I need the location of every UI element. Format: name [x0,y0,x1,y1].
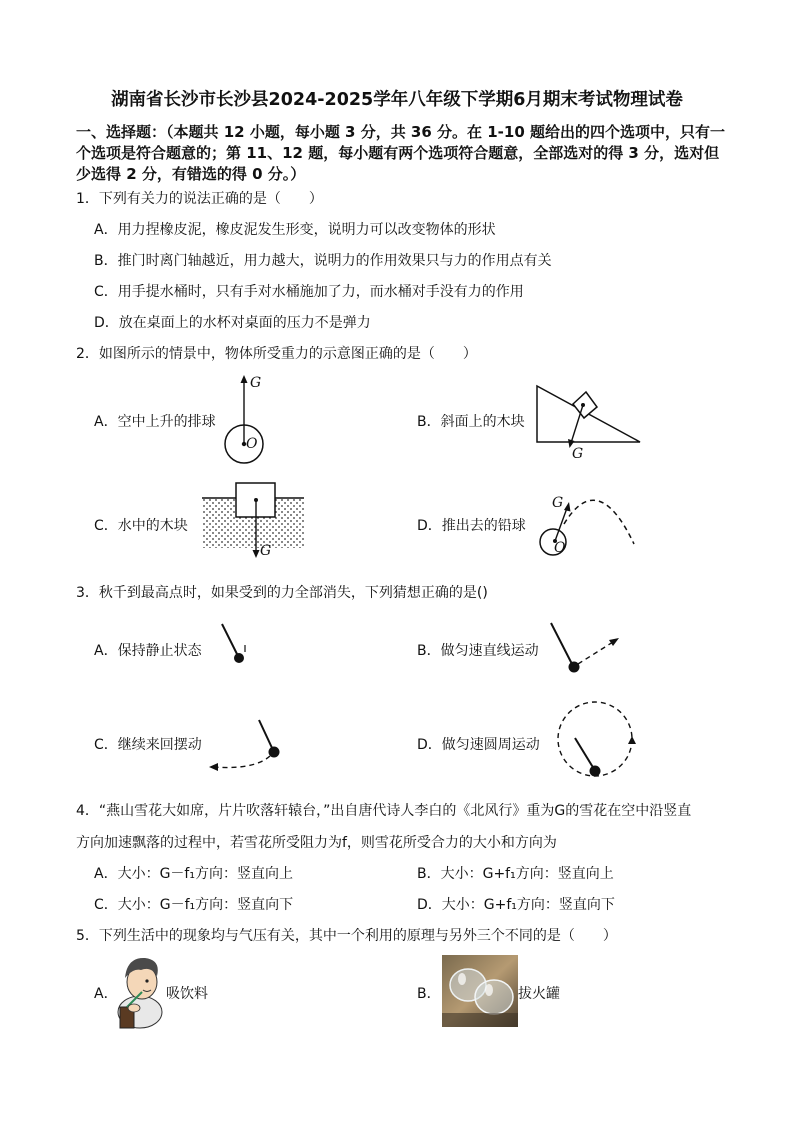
page-title: 湖南省长沙市长沙县2024-2025学年八年级下学期6月期末考试物理试卷 [111,90,683,110]
question-3-option-d: D．做匀速圆周运动 [417,737,540,753]
question-4-option-a: A．大小：G－f₁方向：竖直向上 [94,866,293,882]
figure-q2a-label-g: G [250,375,262,391]
question-5-option-a-text: 吸饮料 [166,986,208,1002]
question-1-option-c: C．用手提水桶时，只有手对水桶施加了力，而水桶对手没有力的作用 [94,284,524,300]
figure-q2d-label-o: O [554,540,566,556]
question-2-option-c: C．水中的木块 [94,518,188,534]
question-4-option-d: D．大小：G+f₁方向：竖直向下 [417,897,615,913]
figure-q2a-label-o: O [246,436,258,452]
figure-q2a-volleyball [216,370,276,470]
section-instructions-line1: 一、选择题：（本题共 12 小题，每小题 3 分，共 36 分。在 1-10 题给出的四个选项中，只有一 [76,123,726,141]
figure-q3c-swing-back-forth [206,712,286,772]
section-instructions-line3: 少选得 2 分，有错选的得 0 分。） [76,165,306,183]
question-5-option-a-letter: A． [94,986,118,1002]
figure-q3b-swing-straight-line [545,618,625,678]
question-1-stem: 1．下列有关力的说法正确的是（ ） [76,191,323,207]
question-4-option-b: B．大小：G+f₁方向：竖直向上 [417,866,614,882]
question-2-stem: 2．如图所示的情景中，物体所受重力的示意图正确的是（ ） [76,346,477,362]
question-3-stem: 3．秋千到最高点时，如果受到的力全部消失，下列猜想正确的是() [76,585,488,601]
question-5-stem: 5．下列生活中的现象均与气压有关，其中一个利用的原理与另外三个不同的是（ ） [76,928,617,944]
question-3-option-b: B．做匀速直线运动 [417,643,539,659]
figure-q3d-swing-circular [545,700,635,782]
section-instructions-line2: 个选项是符合题意的；第 11、12 题，每小题有两个选项符合题意，全部选对的得 3 分，选对但 [76,144,720,162]
question-2-option-a: A．空中上升的排球 [94,414,216,430]
figure-q2d-shot-put [530,486,640,566]
figure-q2b-label-g: G [572,446,584,462]
figure-q3a-swing-still [214,620,254,670]
question-1-option-a: A．用力捏橡皮泥，橡皮泥发生形变，说明力可以改变物体的形状 [94,222,496,238]
question-1-option-b: B．推门时离门轴越近，用力越大，说明力的作用效果只与力的作用点有关 [94,253,552,269]
question-3-option-c: C．继续来回摆动 [94,737,202,753]
figure-q2c-label-g: G [260,543,272,559]
figure-q2d-label-g: G [552,495,564,511]
question-1-option-d: D．放在桌面上的水杯对桌面的压力不是弹力 [94,315,371,331]
figure-q5a-boy-drinking-illustration [115,952,165,1030]
question-5-option-b-text: 拔火罐 [518,986,560,1002]
question-2-option-d: D．推出去的铅球 [417,518,526,534]
question-5-option-b-letter: B． [417,986,441,1002]
figure-q5b-cupping-photo [442,955,518,1027]
figure-q2b-incline-block [528,385,648,465]
question-4-stem-line1: 4．“燕山雪花大如席，片片吹落轩辕台，”出自唐代诗人李白的《北风行》重为G的雪花在空中沿竖直 [76,803,692,819]
question-4-stem-line2: 方向加速飘落的过程中，若雪花所受阻力为f，则雪花所受合力的大小和方向为 [76,835,557,851]
question-4-option-c: C．大小：G－f₁方向：竖直向下 [94,897,294,913]
question-2-option-b: B．斜面上的木块 [417,414,525,430]
question-3-option-a: A．保持静止状态 [94,643,202,659]
figure-q2c-water-block [196,480,316,570]
